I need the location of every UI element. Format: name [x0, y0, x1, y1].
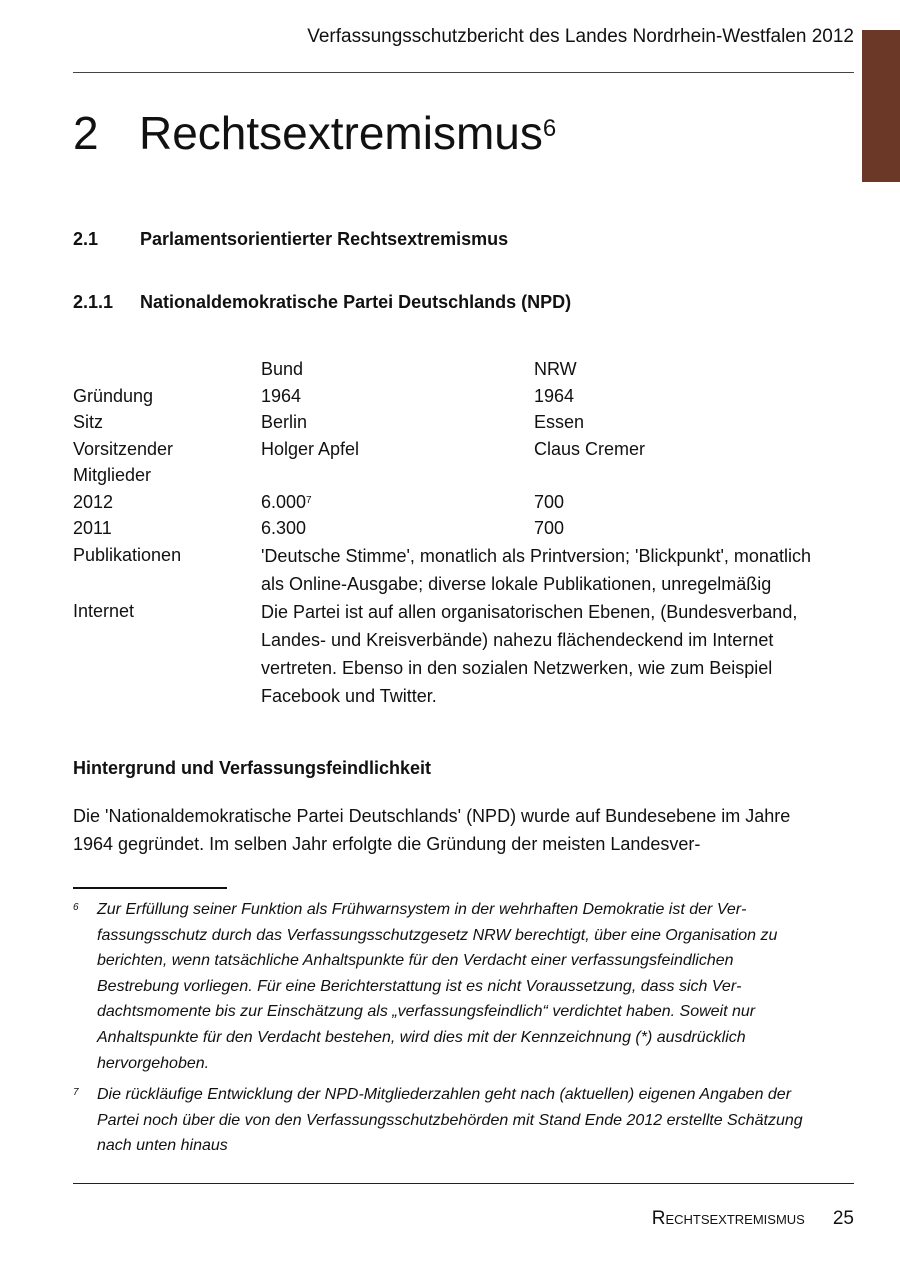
chapter-color-tab: [862, 30, 900, 182]
party-facts-table: [73, 356, 833, 710]
footnote-6: [73, 897, 818, 1076]
chapter-heading: [73, 108, 556, 159]
row-label: Gründung: [73, 385, 154, 406]
bund-value: 6.000$^7$: [261, 491, 312, 512]
section-title: Parlamentsorientierter Rechtsextremismus: [140, 229, 509, 249]
bund-value: 6.300: [261, 518, 307, 538]
facts-row-publikationen: [73, 542, 833, 598]
row-label: Vorsitzender: [73, 438, 174, 459]
section-number: 2.1: [73, 229, 99, 249]
facts-row-internet: [73, 598, 833, 710]
facts-row: [73, 489, 833, 516]
page-number: 25: [832, 1208, 854, 1229]
footnote-mark: 7: [73, 1087, 79, 1098]
facts-row: [73, 409, 833, 436]
chapter-number: 2: [73, 107, 99, 159]
footnote-7: [73, 1082, 818, 1159]
nrw-value: 1964: [534, 385, 575, 406]
facts-row: [73, 383, 833, 410]
row-label: Internet: [73, 600, 135, 621]
chapter-title: Rechtsextremismus: [139, 107, 543, 159]
row-label: Mitglieder: [73, 465, 152, 485]
running-header: Verfassungsschutzbericht des Landes Nordrhein-Westfalen 2012: [307, 26, 854, 47]
nrw-value: Claus Cremer: [534, 438, 646, 459]
facts-row: [73, 515, 833, 542]
footnote-text: Zur Erfüllung seiner Funktion als Frühwarnsystem in der wehrhaften Demokratie ist der Verfassungsschutz durch das Verfassungsschutzgesetz NRW berechtigt, über eine Organisation zu berichten, wenn tatsächliche Anhaltspunkte für den Verdacht einer verfassungsfeindlichen Bestrebung vorliegen. Für eine Berichterstattung ist es nicht Voraussetzung, dass sich Verdachtsmomente bis zur Einschätzung als „verfassungsfeindlich“ verdichtet haben. Soweit nur Anhaltspunkte für den Verdacht bestehen, wird dies mit der Kennzeichnung (*) ausdrücklich hervorgehoben.: [97, 901, 778, 1072]
footer-rule: [73, 1183, 854, 1184]
internet-text: Die Partei ist auf allen organisatorischen Ebenen, (Bundesverband, Landes- und Kreisverbände) nahezu flächendeckend im Internet vertreten. Ebenso in den sozialen Netzwerken, wie zum Beispiel Facebook und Twitter.: [261, 601, 798, 706]
facts-row: [73, 436, 833, 463]
footnote-mark: 6: [73, 902, 79, 913]
footnote-separator: [73, 887, 227, 889]
publikationen-text: 'Deutsche Stimme', monatlich als Printversion; 'Blickpunkt', monatlich als Online-Ausgabe; diverse lokale Publikationen, unregelmäßig: [261, 545, 811, 594]
nrw-value: 700: [534, 491, 565, 512]
facts-row: [73, 462, 833, 489]
bund-value: Holger Apfel: [261, 438, 360, 459]
body-paragraph: Die 'Nationaldemokratische Partei Deutschlands' (NPD) wurde auf Bundesebene im Jahre 1964 gegründet. Im selben Jahr erfolgte die Gründung der meisten Landesver-: [73, 806, 791, 854]
footnote-text: Die rückläufige Entwicklung der NPD-Mitgliederzahlen geht nach (aktuellen) eigenen Angaben der Partei noch über die von den Verfassungsschutzbehörden mit Stand Ende 2012 erstellte Schätzung nach unten hinaus: [97, 1086, 803, 1155]
bund-value: Berlin: [261, 412, 308, 432]
row-label: 2011: [73, 518, 112, 538]
footnote-ref[interactable]: 7: [306, 494, 312, 506]
bund-value: 1964: [261, 385, 302, 406]
section-number: 2.1.1: [73, 292, 114, 312]
footer-chapter-label: Rechtsextremismus: [651, 1208, 805, 1229]
column-header-nrw: NRW: [534, 359, 577, 379]
nrw-value: 700: [534, 518, 565, 538]
section-heading-2-1-1: [73, 292, 571, 313]
row-label: Sitz: [73, 412, 104, 432]
header-rule: [73, 72, 854, 73]
section-heading-2-1: [73, 229, 508, 250]
page-footer: [652, 1208, 854, 1230]
nrw-value: Essen: [534, 412, 585, 432]
facts-header-row: [73, 356, 833, 383]
column-header-bund: Bund: [261, 359, 304, 379]
row-label: Publikationen: [73, 544, 182, 565]
subheading: Hintergrund und Verfassungsfeindlichkeit: [73, 758, 432, 778]
chapter-footnote-ref[interactable]: 6: [542, 115, 557, 142]
section-title: Nationaldemokratische Partei Deutschlands (NPD): [140, 292, 572, 312]
row-label: 2012: [73, 491, 114, 512]
